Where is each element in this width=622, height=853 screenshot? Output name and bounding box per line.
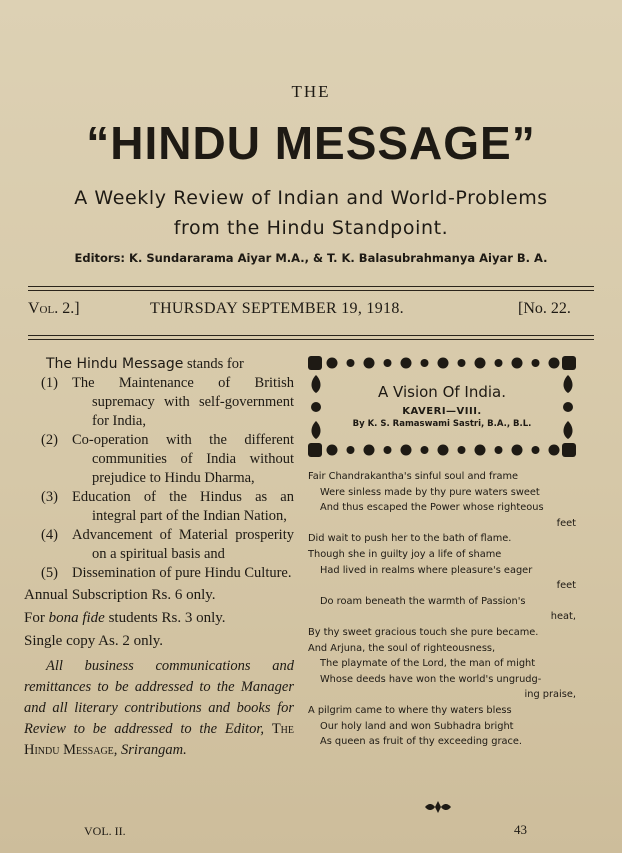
border-motif: [364, 358, 375, 369]
border-motif: [347, 446, 355, 454]
student-subscription: [24, 608, 294, 629]
border-motif: [532, 446, 540, 454]
notice-part1: All business communications and remittances to be addressed to the Manager and all literary contributions and books for Review to be addressed to the Editor,: [24, 658, 294, 737]
poem-title: A Vision Of India.: [378, 383, 506, 401]
poem-line: Had lived in realms where pleasure's eager: [320, 564, 533, 576]
aim-item: [24, 374, 294, 431]
aim-item-text: Advancement of Material prosperity on a spiritual basis and: [72, 527, 294, 562]
border-motif: [364, 445, 375, 456]
poem-header-frame: [308, 355, 576, 458]
aim-item-number: (2): [41, 432, 58, 448]
border-motif: [421, 446, 429, 454]
poem-line: Do roam beneath the warmth of Passion's: [320, 595, 526, 607]
footer-volume: VOL. II.: [84, 824, 126, 838]
border-motif: [421, 359, 429, 367]
aim-item-number: (5): [41, 565, 58, 581]
poem-line: Whose deeds have won the world's ungrudg-: [320, 673, 542, 685]
poem-line: A pilgrim came to where thy waters bless: [308, 704, 512, 716]
masthead-subtitle-line2: from the Hindu Standpoint.: [173, 217, 449, 239]
poem-byline: By K. S. Ramaswami Sastri, B.A., B.L.: [352, 419, 532, 429]
poem-line: As queen as fruit of thy exceeding grace.: [320, 736, 523, 748]
bottom-rule: [28, 335, 594, 336]
border-motif: [512, 445, 523, 456]
border-motif: [384, 446, 392, 454]
top-rule: [28, 286, 594, 287]
footer-page-number: 43: [514, 822, 527, 837]
masthead-subtitle-line1: A Weekly Review of Indian and World-Problems: [74, 187, 548, 209]
poem-line: Though she in guilty joy a life of shame: [308, 548, 502, 560]
top-rule-thin: [28, 290, 594, 291]
aim-item-number: (1): [41, 375, 58, 391]
border-motif: [458, 359, 466, 367]
masthead-the: THE: [291, 82, 331, 101]
aim-item-text: Dissemination of pure Hindu Culture.: [72, 565, 292, 581]
poem-subtitle: KAVERI—VIII.: [402, 406, 482, 417]
border-motif: [475, 445, 486, 456]
poem-line: Did wait to push her to the bath of flame.: [308, 533, 512, 545]
border-motif: [475, 358, 486, 369]
left-column: [24, 355, 294, 761]
issue-date: THURSDAY SEPTEMBER 19, 1918.: [150, 300, 404, 317]
student-subscription-post: students Rs. 3 only.: [104, 610, 226, 626]
border-motif: [512, 358, 523, 369]
aim-item-text: Co-operation with the different communities of India without prejudice to Hindu Dharma,: [72, 432, 294, 486]
masthead-title: “HINDU MESSAGE”: [86, 117, 536, 169]
poem-line: By thy sweet gracious touch she pure became.: [308, 626, 539, 638]
border-motif: [495, 446, 503, 454]
notice-paper-name: The Hindu Message: [24, 721, 294, 758]
border-motif: [495, 359, 503, 367]
aim-item: [24, 564, 294, 583]
issue-number: [No. 22.: [518, 300, 571, 317]
ornamental-border-bottom: [308, 442, 576, 458]
annual-subscription: Annual Subscription Rs. 6 only.: [24, 587, 216, 603]
poem-line: And Arjuna, the soul of righteousness,: [308, 642, 496, 654]
notice-part2: , Srirangam.: [113, 742, 187, 758]
border-motif: [458, 446, 466, 454]
aims-intro-tail: stands for: [183, 356, 244, 372]
border-motif: [384, 359, 392, 367]
border-motif: [327, 358, 338, 369]
single-copy-price: Single copy As. 2 only.: [24, 633, 164, 649]
border-motif: [438, 358, 449, 369]
poem-line: heat,: [550, 611, 576, 623]
bottom-rule-thin: [28, 339, 594, 340]
issue-line: [0, 300, 622, 324]
correspondence-notice: [24, 656, 294, 761]
poem-line: And thus escaped the Power whose righteous: [320, 502, 544, 514]
ornamental-border-top: [308, 355, 576, 371]
poem-line: Our holy land and won Subhadra bright: [320, 720, 514, 732]
border-motif: [549, 358, 560, 369]
aim-item: [24, 526, 294, 564]
border-motif: [347, 359, 355, 367]
border-motif: [549, 445, 560, 456]
end-ornament-icon: [423, 800, 453, 814]
poem-line: Fair Chandrakantha's sinful soul and frame: [308, 471, 519, 482]
aim-item-number: (3): [41, 489, 58, 505]
poem-line: The playmate of the Lord, the man of might: [320, 658, 536, 670]
student-subscription-italic: bona fide: [48, 610, 105, 626]
poem-line: Were sinless made by thy pure waters sweet: [320, 486, 540, 498]
masthead-editors: Editors: K. Sundararama Aiyar M.A., & T. K. Balasubrahmanya Aiyar B. A.: [74, 251, 548, 265]
poem-line: ing praise,: [524, 689, 576, 701]
poem-body: [308, 469, 576, 750]
aim-item-number: (4): [41, 527, 58, 543]
border-motif: [532, 359, 540, 367]
aim-item: [24, 431, 294, 488]
border-motif: [401, 445, 412, 456]
aims-intro-name: The Hindu Message: [46, 356, 184, 372]
student-subscription-pre: For: [24, 610, 49, 626]
aim-item-text: Education of the Hindus as an integral part of the Indian Nation,: [72, 489, 294, 524]
poem-line: feet: [556, 580, 576, 592]
border-motif: [438, 445, 449, 456]
issue-volume: Vol. 2.]: [28, 300, 80, 317]
border-motif: [401, 358, 412, 369]
aims-intro: [46, 355, 294, 374]
poem-line: feet: [556, 517, 576, 529]
aim-item: [24, 488, 294, 526]
border-motif: [327, 445, 338, 456]
aim-item-text: The Maintenance of British supremacy with self-government for India,: [72, 375, 294, 429]
